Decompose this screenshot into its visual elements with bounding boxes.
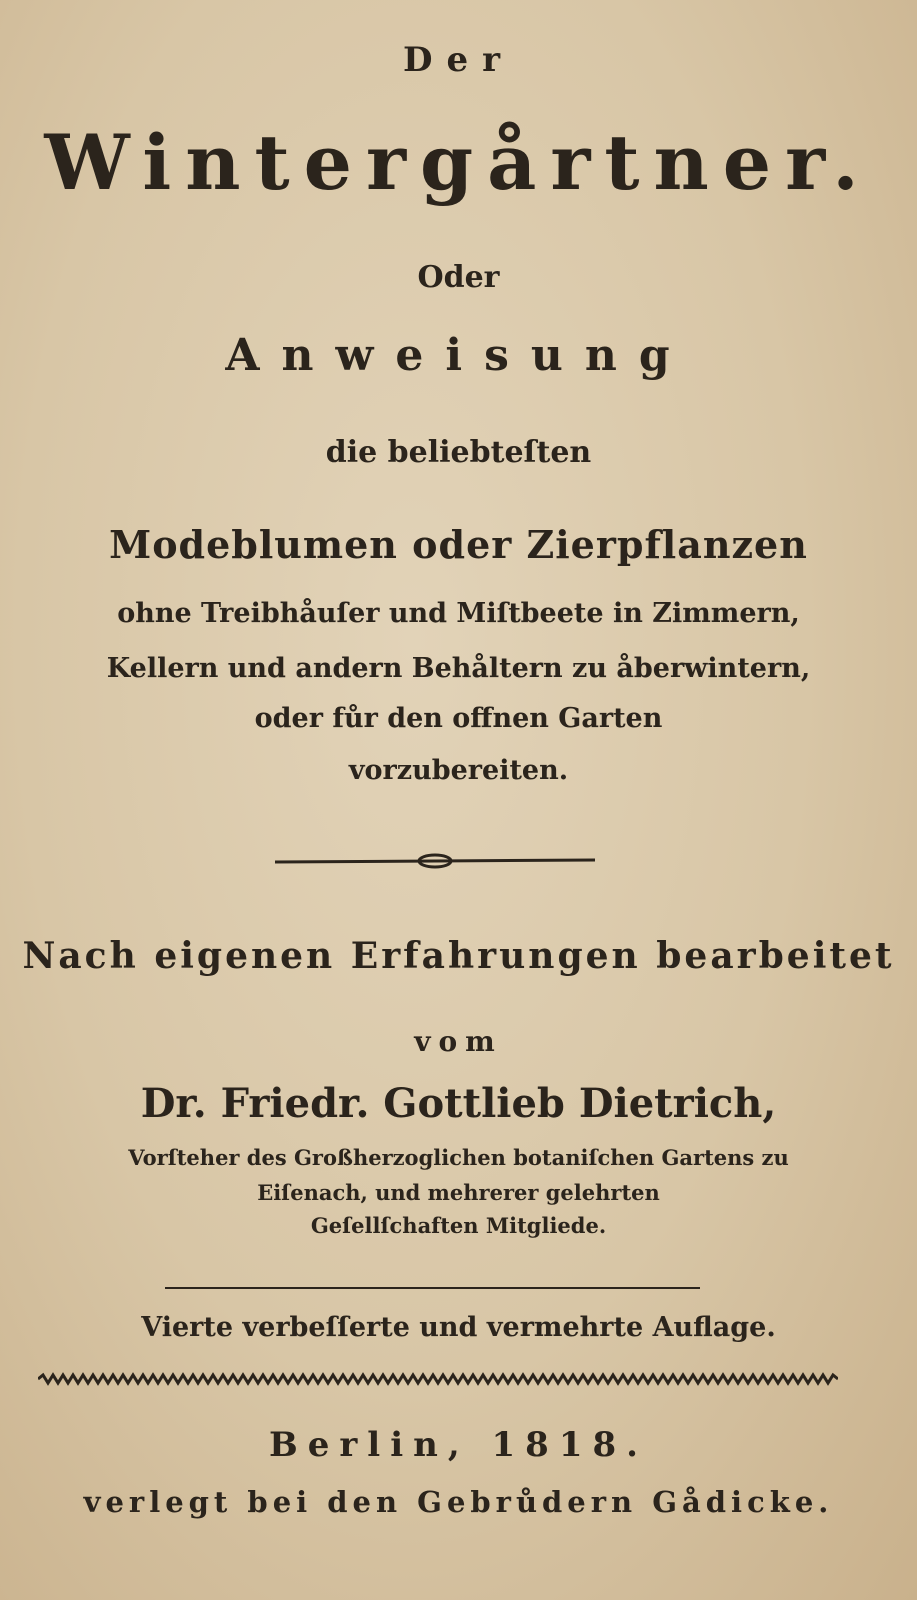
author-name: Dr. Friedr. Gottlieb Dietrich, (140, 1080, 777, 1127)
subtitle-line-5: oder fůr den offnen Garten (254, 703, 663, 734)
edition: Vierte verbeſſerte und vermehrte Auflage. (141, 1312, 776, 1343)
divider-line (165, 1287, 700, 1289)
author-role-3: Geſellſchaften Mitgliede. (310, 1213, 607, 1238)
author-role-1: Vorſteher des Großherzoglichen botaniſchen Gartens zu (128, 1145, 789, 1170)
subtitle: Anweisung (225, 330, 692, 381)
subtitle-line-1: die beliebteſten (325, 435, 592, 470)
subtitle-line-4: Kellern und andern Behåltern zu åberwintern, (106, 653, 811, 684)
book-title: Wintergårtner. (44, 118, 873, 207)
place-year: Berlin, 1818. (269, 1425, 648, 1465)
subtitle-line-2: Modeblumen oder Zierpflanzen (109, 522, 808, 567)
subtitle-line-3: ohne Treibhåuſer und Miſtbeete in Zimmern, (117, 598, 800, 629)
oder-word: Oder (417, 260, 500, 295)
publisher: verlegt bei den Gebrůdern Gådicke. (83, 1485, 834, 1519)
ornament-divider (275, 852, 595, 872)
attribution: Nach eigenen Erfahrungen bearbeitet (22, 935, 895, 977)
vom: vom (414, 1025, 503, 1058)
author-role-2: Eiſenach, und mehrerer gelehrten (257, 1180, 660, 1205)
subtitle-line-6: vorzubereiten. (348, 755, 569, 786)
zigzag-divider (38, 1372, 838, 1386)
article: Der (402, 40, 515, 80)
